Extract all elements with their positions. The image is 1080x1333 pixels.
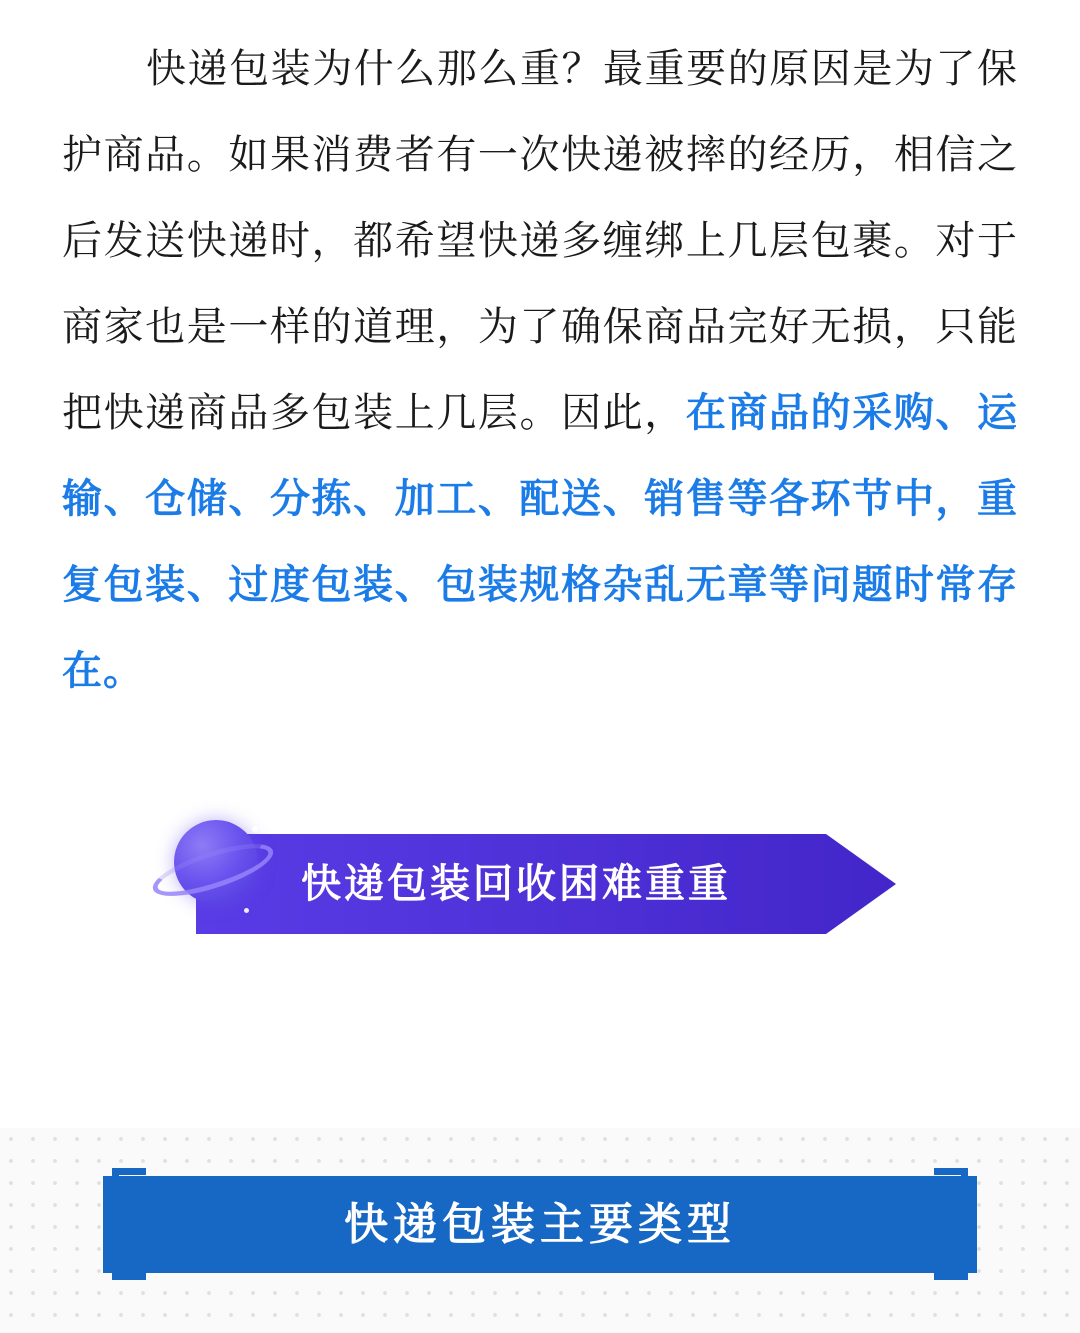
paragraph-text-highlight: 在商品的采购、运输、仓储、分拣、加工、配送、销售等各环节中，重复包装、过度包装、包装规格杂乱无章等问题时常存在。 [62,391,1019,693]
banner-arrow [196,834,896,934]
paragraph-text-plain: 快递包装为什么那么重？最重要的原因是为了保护商品。如果消费者有一次快递被摔的经历，相信之后发送快递时，都希望快递多缠绑上几层包裹。对于商家也是一样的道理，为了确保商品完好无损，只能把快递商品多包装上几层。因此， [62,47,1018,435]
sparkle-icon [170,916,174,920]
sparkle-icon [244,908,249,913]
banner-label: 快递包装回收困难重重 [301,862,731,906]
section-title-text: 快递包装主要类型 [344,1200,736,1249]
planet-icon [148,812,278,942]
section-title-band [0,1128,1080,1333]
article-paragraph [62,26,1018,714]
banner-section [0,804,1080,1054]
section-title-box [103,1176,977,1273]
sparkle-icon [252,826,258,832]
